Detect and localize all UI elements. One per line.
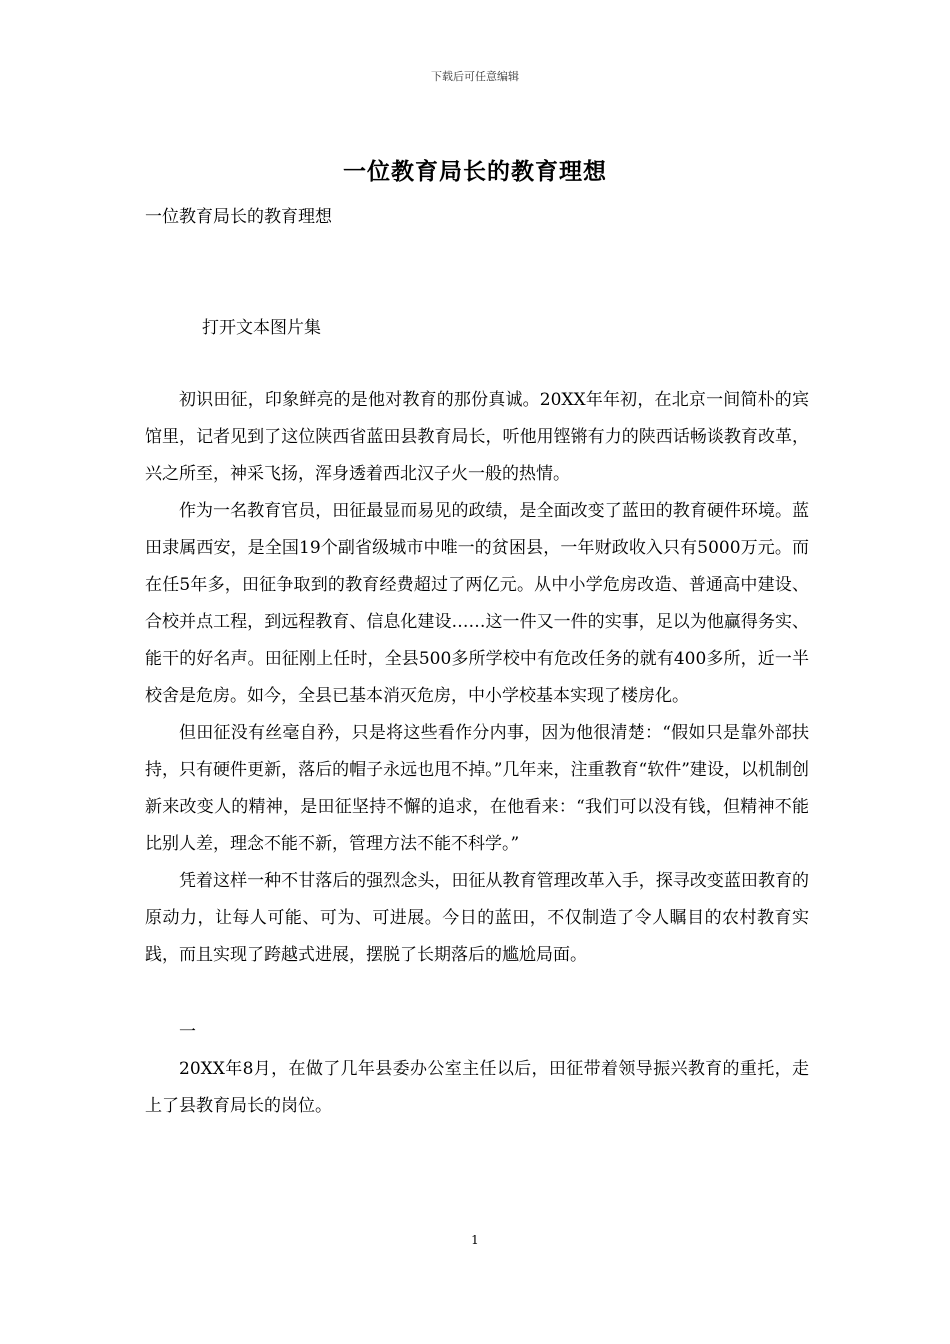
open-gallery-link[interactable]: 打开文本图片集 <box>202 318 321 338</box>
paragraph: 凭着这样一种不甘落后的强烈念头，田征从教育管理改革入手，探寻改变蓝田教育的原动力，让每人可能、可为、可进展。今日的蓝田，不仅制造了令人瞩目的农村教育实践，而且实现了跨越式进展，摆脱了长期落后的尴尬局面。 <box>145 871 809 965</box>
article-body <box>145 382 809 1125</box>
paragraph: 初识田征，印象鲜亮的是他对教育的那份真诚。20XX年年初，在北京一间简朴的宾馆里，记者见到了这位陕西省蓝田县教育局长，听他用铿锵有力的陕西话畅谈教育改革，兴之所至，神采飞扬，浑身透着西北汉子火一般的热情。 <box>145 390 809 484</box>
document-title: 一位教育局长的教育理想 <box>343 158 607 185</box>
section-marker: 一 <box>179 1022 196 1042</box>
paragraph: 但田征没有丝毫自矜，只是将这些看作分内事，因为他很清楚：“假如只是靠外部扶持，只有硬件更新，落后的帽子永远也甩不掉。”几年来，注重教育“软件”建设，以机制创新来改变人的精神，是田征坚持不懈的追求，在他看来：“我们可以没有钱，但精神不能比别人差，理念不能不新，管理方法不能不科学。” <box>145 723 809 854</box>
paragraph: 20XX年8月，在做了几年县委办公室主任以后，田征带着领导振兴教育的重托，走上了县教育局长的岗位。 <box>145 1059 809 1116</box>
paragraph: 作为一名教育官员，田征最显而易见的政绩，是全面改变了蓝田的教育硬件环境。蓝田隶属西安，是全国19个副省级城市中唯一的贫困县，一年财政收入只有5000万元。而在任5年多，田征争取到的教育经费超过了两亿元。从中小学危房改造、普通高中建设、合校并点工程，到远程教育、信息化建设……这一件又一件的实事，足以为他赢得务实、能干的好名声。田征刚上任时，全县500多所学校中有危改任务的就有400多所，近一半校舍是危房。如今，全县已基本消灭危房，中小学校基本实现了楼房化。 <box>145 501 809 706</box>
page-header-note: 下载后可任意编辑 <box>431 70 519 83</box>
document-subtitle: 一位教育局长的教育理想 <box>145 207 332 227</box>
page-number: 1 <box>471 1233 479 1247</box>
